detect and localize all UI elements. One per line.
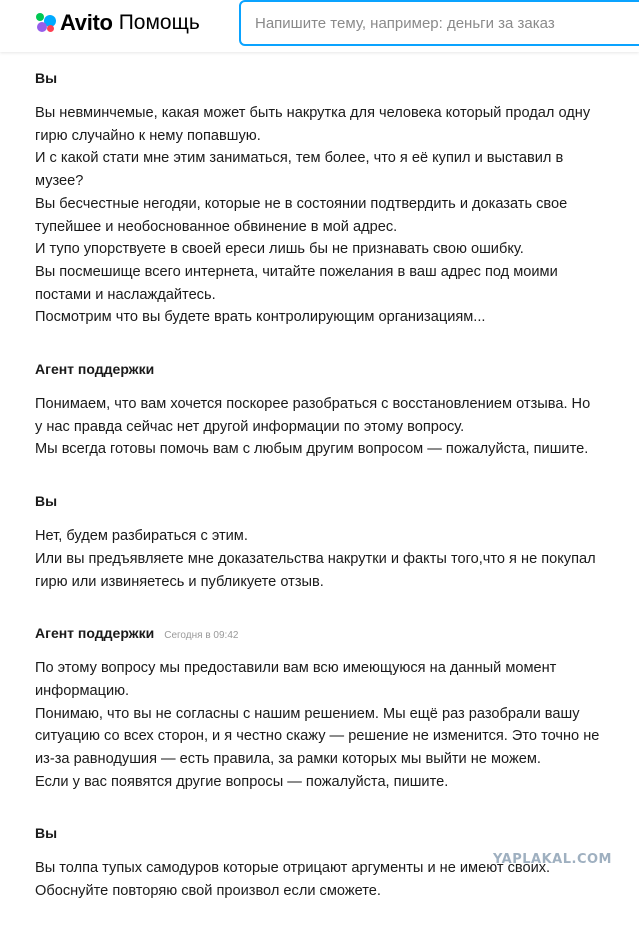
message-text-line: Нет, будем разбираться с этим. <box>35 528 248 545</box>
message-author: Агент поддержки <box>35 625 155 642</box>
message-header <box>35 70 615 94</box>
chat-message <box>35 625 615 793</box>
search-input[interactable] <box>239 0 639 46</box>
logo-brand-text: Avito <box>60 10 113 35</box>
message-author: Агент поддержки <box>35 361 155 378</box>
chat-message <box>35 361 615 461</box>
message-body <box>35 393 615 461</box>
message-text-line: Обоснуйте повторяю свой произвол если сможете. <box>35 883 381 900</box>
message-text-line: Мы всегда готовы помочь вам с любым другим вопросом — пожалуйста, пишите. <box>35 441 589 458</box>
message-text-line: из-за равнодушия — есть правила, за рамки которых мы выйти не можем. <box>35 751 541 768</box>
message-text-line: музее? <box>35 173 84 190</box>
message-text-line: Вы толпа тупых самодуров которые отрицают аргументы и не имеют своих. <box>35 860 551 877</box>
message-header <box>35 361 615 385</box>
chat-history <box>35 70 615 935</box>
message-body <box>35 657 615 793</box>
message-text-line: Вы посмешище всего интернета, читайте пожелания в ваш адрес под моими <box>35 263 558 280</box>
message-author: Вы <box>35 70 58 86</box>
message-text-line: Если у вас появятся другие вопросы — пожалуйста, пишите. <box>35 773 449 790</box>
logo-section-text: Помощь <box>118 11 200 34</box>
message-text-line: И с какой стати мне этим заниматься, тем более, что я её купил и выставил в <box>35 150 564 167</box>
message-text-line: Понимаем, что вам хочется поскорее разобраться с восстановлением отзыва. Но <box>35 396 591 413</box>
message-text-line: ситуацию со всех сторон, и я честно скажу — решение не изменится. Это точно не <box>35 728 600 745</box>
message-text-line: Вы невминчемые, какая может быть накрутка для человека который продал одну <box>35 105 591 121</box>
chat-message <box>35 493 615 593</box>
message-header <box>35 625 615 649</box>
message-text-line: информацию. <box>35 682 130 699</box>
message-author: Вы <box>35 493 58 510</box>
message-header <box>35 825 615 849</box>
message-text-line: По этому вопросу мы предоставили вам всю имеющуюся на данный момент <box>35 660 557 677</box>
watermark: YAPLAKAL.COM <box>493 852 612 867</box>
message-author: Вы <box>35 825 58 842</box>
message-header <box>35 493 615 517</box>
message-text-line: Посмотрим что вы будете врать контролирующим организациям... <box>35 309 486 326</box>
site-header <box>0 0 639 52</box>
avito-help-logo[interactable] <box>36 10 200 36</box>
message-body <box>35 102 615 329</box>
chat-message <box>35 70 615 329</box>
message-body <box>35 525 615 593</box>
message-text-line: тупейшее и необоснованное обвинение в мой адрес. <box>35 218 398 235</box>
avito-logo-icon <box>36 13 56 33</box>
message-text-line: Понимаю, что вы не согласны с нашим решением. Мы ещё раз разобрали вашу <box>35 705 580 722</box>
message-text-line: постами и наслаждайтесь. <box>35 286 216 303</box>
message-text-line: гирю или извиняетесь и публикуете отзыв. <box>35 573 324 590</box>
message-text-line: Или вы предъявляете мне доказательства накрутки и факты того,что я не покупал <box>35 550 596 567</box>
message-text-line: у нас правда сейчас нет другой информации по этому вопросу. <box>35 418 465 435</box>
message-text-line: И тупо упорствуете в своей ереси лишь бы не признавать свою ошибку. <box>35 241 524 258</box>
message-text-line: гирю случайно к нему попавшую. <box>35 127 261 144</box>
message-timestamp: Сегодня в 09:42 <box>164 630 239 642</box>
message-text-line: Вы бесчестные негодяи, которые не в состоянии подтвердить и доказать свое <box>35 195 568 212</box>
